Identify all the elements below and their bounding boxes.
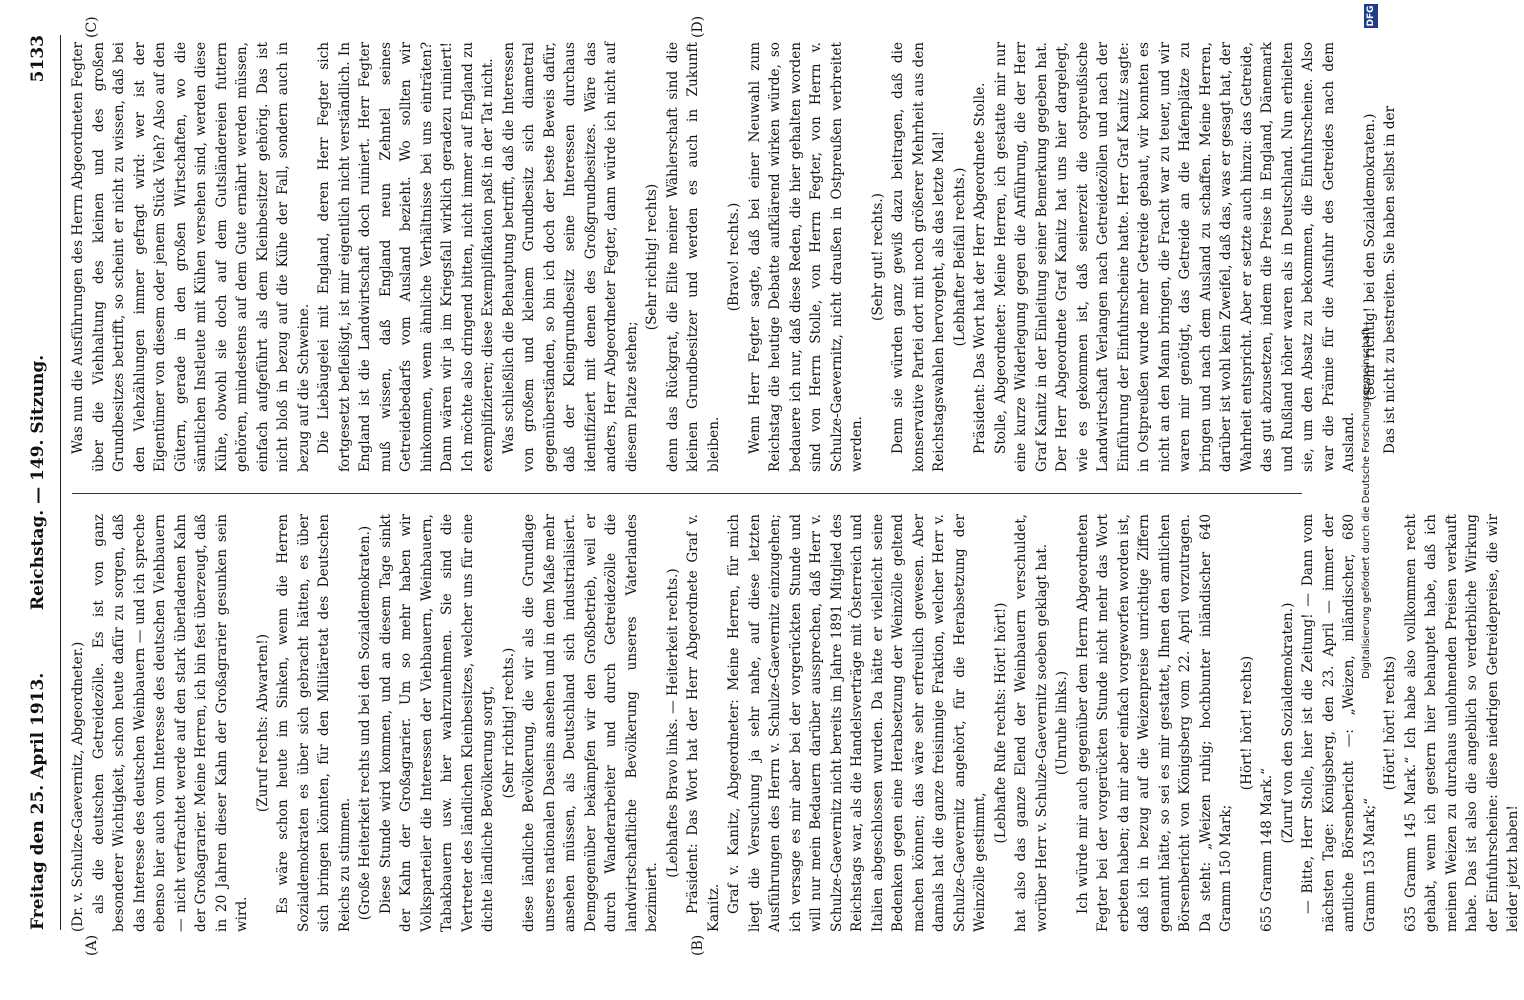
- interjection: (Unruhe links.): [1054, 670, 1070, 776]
- paragraph: hat also das ganze Elend der Weinbauern verschuldet, worüber Herr v. Schulze-Gaevernitz soeben geklagt hat.: [1013, 514, 1050, 932]
- interjection: (Große Heiterkeit rechts und bei den Sozialdemokraten.): [357, 525, 373, 921]
- text-column-right: [68, 42, 1398, 472]
- interjection: (Sehr gut! rechts.): [869, 193, 886, 321]
- digitization-credit: [1361, 0, 1381, 1000]
- paragraph: 655 Gramm 148 Mark.“: [1259, 767, 1275, 932]
- paragraph: Präsident: Das Wort hat der Herr Abgeordnete Graf v. Kanitz.: [685, 514, 722, 932]
- interjection: (Bravo! rechts.): [726, 202, 742, 312]
- interjection: (Hört! hört! rechts): [1238, 655, 1255, 791]
- paragraph: Graf v. Kanitz, Abgeordneter: Meine Herren, für mich liegt die Versuchung ja sehr nahe, auf diese letzten Ausführungen des Herrn v. Schulze-Gaevernitz einzugehen; ich versage es mir aber bei der vorgerückten Stunde und will nur mein Bedauern darüber aussprechen, daß Herr v. Schulze-Gaevernitz nicht bereits im Jahre 1891 Mitglied des Reichstags war, als die Handelsverträge mit Österreich und Italien abgeschlossen wurden. Da hätte er vielleicht seine Bedenken gegen eine Herabsetzung der Weinzölle geltend machen können; das wäre sehr erfreulich gewesen. Aber damals hat die ganze freisinnige Fraktion, welcher Herr v. Schulze-Gaevernitz angehört, für die Herabsetzung der Weinzölle gestimmt,: [726, 514, 988, 932]
- credit-text: Digitalisierung gefördert durch die Deutsche Forschungsgemeinschaft -: [1361, 321, 1372, 679]
- paragraph: Denn sie würden ganz gewiß dazu beitragen, daß die konservative Partei dort mit noch größerer Mehrheit aus den Reichstagswahlen hervorgeht, als das letzte Mal!: [890, 42, 947, 472]
- paragraph: (Dr. v. Schulze-Gaevernitz, Abgeordneter.): [70, 641, 86, 932]
- interjection: (Zuruf rechts: Abwarten!): [254, 633, 271, 813]
- margin-marker-b: (B): [690, 934, 706, 956]
- paragraph: Diese Stunde wird kommen, und an diesem Tage sinkt der Kahn der Großagrarier. Um so mehr haben wir Volksparteiler die Interessen der Viehbauern, Weinbauern, Tabakbauern usw. hier wahrzunehmen. Sie sind die Vertreter des ländlichen Kleinbesitzes, welcher uns für eine dichte ländliche Bevölkerung sorgt,: [377, 514, 496, 932]
- header-date: Freitag den 25. April 1913.: [28, 672, 48, 930]
- interjection: (Lebhafte Rufe rechts: Hört! hört!): [992, 602, 1009, 844]
- margin-marker-c: (C): [84, 16, 100, 38]
- paragraph: Stolle, Abgeordneter: Meine Herren, ich gestatte mir nur eine kurze Widerlegung gegen die Anführung, die der Herr Graf Kanitz in der Einleitung seiner Bemerkung gegeben hat. Der Herr Abgeordnete Graf Kanitz hat uns hier dargelegt, wie es gekommen ist, daß seinerzeit die ostpreußische Landwirtschaft Verlangen nach Getreidezöllen und nach der Einführung der Einfuhrscheine hatte. Herr Graf Kanitz sagte: in Ostpreußen wurde mehr Getreide gebaut, wir konnten es nicht an den Mann bringen, die Fracht war zu teuer, und wir waren mir genötigt, das Getreide an die Hafenplätze zu bringen und nach dem Ausland zu schaffen. Meine Herren, darüber ist wohl kein Zweifel, daß das, was er gesagt hat, der Wahrheit entspricht. Aber er setzte auch hinzu: das Getreide, das gut abzusetzen, indem die Preise in England, Dänemark und Rußland höher waren als in Deutschland. Nun erhielten sie, um den Absatz zu bekommen, die Einfuhrscheine. Also war die Prämie für die Ausfuhr des Getreides nach dem Ausland.: [992, 42, 1357, 472]
- margin-marker-d: (D): [690, 15, 706, 38]
- column-divider: [72, 493, 1302, 494]
- paragraph: Die Liebäugelei mit England, deren Herr Fegter sich fortgesetzt befleißigt, ist mir eigentlich nicht verständlich. In England ist die Landwirtschaft doch ruiniert. Herr Fegter muß wissen, daß England neun Zehntel seines Getreidebedarfs vom Ausland bezieht. Wo sollten wir hinkommen, wenn ähnliche Verhältnisse bei uns einträten? Dann wären wir ja im Kriegsfall wirklich geradezu ruiniert! Ich möchte also dringend bitten, nicht immer auf England zu exemplifizieren; diese Exemplifikation paßt in der Tat nicht.: [316, 42, 496, 472]
- paragraph: Was nun die Ausführungen des Herrn Abgeordneten Fegter über die Viehhaltung des kleinen und des großen Grundbesitzes betrifft, so scheint er nicht zu wissen, daß bei den Viehzählungen immer gefragt wird: wer ist der Eigentümer von diesem oder jenem Stück Vieh? Also auf den Gütern, gerade in den großen Wirtschaften, wo die sämtlichen Instleute mit Kühen versehen sind, werden diese Kühe, obwohl sie doch auf dem Gutsländereien futtern gehören, mindestens auf dem Gute ernährt werden müssen, einfach aufgeführt als dem Kleinbesitzer gehörig. Das ist nicht bloß in bezug auf die Kühe der Fall, sondern auch in bezug auf die Schweine.: [70, 42, 312, 472]
- paragraph: Es wäre schon heute im Sinken, wenn die Herren Sozialdemokraten es über sich gebracht hätten, es über sich bringen könnten, für den Militäretat des Deutschen Reichs zu stimmen.: [275, 514, 353, 932]
- page-number: 5133: [28, 35, 48, 83]
- dfg-logo: DFG: [1366, 5, 1376, 27]
- paragraph: denn das Rückgrat, die Elite meiner Wählerschaft sind die kleinen Grundbesitzer und werden es auch in Zukunft bleiben.: [664, 42, 722, 472]
- paragraph: Präsident: Das Wort hat der Herr Abgeordnete Stolle.: [972, 82, 988, 454]
- interjection: (Sehr richtig! rechts.): [500, 647, 517, 799]
- interjection: (Hört! hört! rechts): [1382, 655, 1398, 791]
- interjection: (Zuruf von den Sozialdemokraten.): [1279, 602, 1296, 844]
- margin-marker-a: (A): [84, 934, 100, 956]
- paragraph: 635 Gramm 145 Mark.“ Ich habe also vollkommen recht gehabt, wenn ich gestern hier behauptet habe, daß ich meinen Weizen zu durchaus unlohnenden Preisen verkauft habe. Das ist also die angeblich so verderbliche Wirkung der Einfuhrscheine: diese niedrigen Getreidepreise, die wir leider jetzt haben!: [1402, 514, 1521, 932]
- paragraph: Das ist nicht zu bestreiten. Sie haben selbst in der: [1382, 105, 1398, 454]
- text-column-left: [68, 514, 1521, 932]
- paragraph: diese ländliche Bevölkerung, die wir als die Grundlage unseres nationalen Daseins ansehen und in dem Maße mehr ansehen müssen, als Deutschland sich industrialisiert. Demgegenüber bekämpfen wir den Großbetrieb, weil er durch Wanderarbeiter und durch Getreidezölle die landwirtschaftliche Bevölkerung unseres Vaterlandes bezimiert.: [521, 514, 660, 932]
- interjection: (Sehr richtig! bei den Sozialdemokraten.): [1361, 113, 1378, 401]
- header-session: Reichstag. — 149. Sitzung.: [28, 354, 48, 611]
- interjection: (Lebhaftes Bravo links. — Heiterkeit rechts.): [664, 568, 681, 878]
- interjection: (Sehr richtig! rechts): [644, 183, 660, 331]
- interjection: (Lebhafter Beifall rechts.): [951, 167, 968, 347]
- paragraph: — Bitte, Herr Stolle, hier ist die Zeitung! — Dann vom nächsten Tage: Königsberg, den 23. April — immer der amtliche Börsenbericht —: „Weizen, inländischer, 680 Gramm 153 Mark;“: [1300, 514, 1378, 932]
- paragraph: Ich würde mir auch gegenüber dem Herrn Abgeordneten Fegter bei der vorgerückten Stunde nicht mehr das Wort erbeten haben; da mir aber einfach vorgeworfen worden ist, daß ich in bezug auf die Weizenpreise unrichtige Ziffern genannt hätte, so sei es mir gestattet, Ihnen den amtlichen Börsenbericht von Königsberg vom 22. April vorzutragen. Da steht: „Weizen ruhig; hochbunter inländischer 640 Gramm 150 Mark;: [1074, 514, 1234, 932]
- page-header: [22, 35, 58, 930]
- paragraph: als die deutschen Getreidezölle. Es ist von ganz besonderer Wichtigkeit, schon heute dafür zu sorgen, daß das Interesse des deutschen Weinbauern — und ich spreche ebenso hier auch vom Interesse des deutschen Viehbauern — nicht verfrachtet werde auf den stark überladenen Kahn der Großagrarier. Meine Herren, ich bin fest überzeugt, daß in 20 Jahren dieser Kahn der Großagrarier gesunken sein wird.: [90, 514, 250, 932]
- paragraph: Wenn Herr Fegter sagte, daß bei einer Neuwahl zum Reichstag die heutige Debatte aufklärend wirken würde, so bedauere ich nur, daß diese Reden, die hier gehalten worden sind von Herrn Stolle, von Herrn Fegter, von Herrn v. Schulze-Gaevernitz, nicht draußen in Ostpreußen verbreitet werden.: [746, 42, 865, 472]
- paragraph: Was schließlich die Behauptung betrifft, daß die Interessen von großem und kleinem Grundbesitz sich diametral gegenüberständen, so bin ich doch der beste Beweis dafür, daß der Kleingrundbesitz seine Interessen durchaus identifiziert mit denen des Großgrundbesitzes. Wäre das anders, Herr Abgeordneter Fegter, dann würde ich nicht auf diesem Platze stehen;: [500, 42, 640, 472]
- header-rule: [60, 35, 61, 930]
